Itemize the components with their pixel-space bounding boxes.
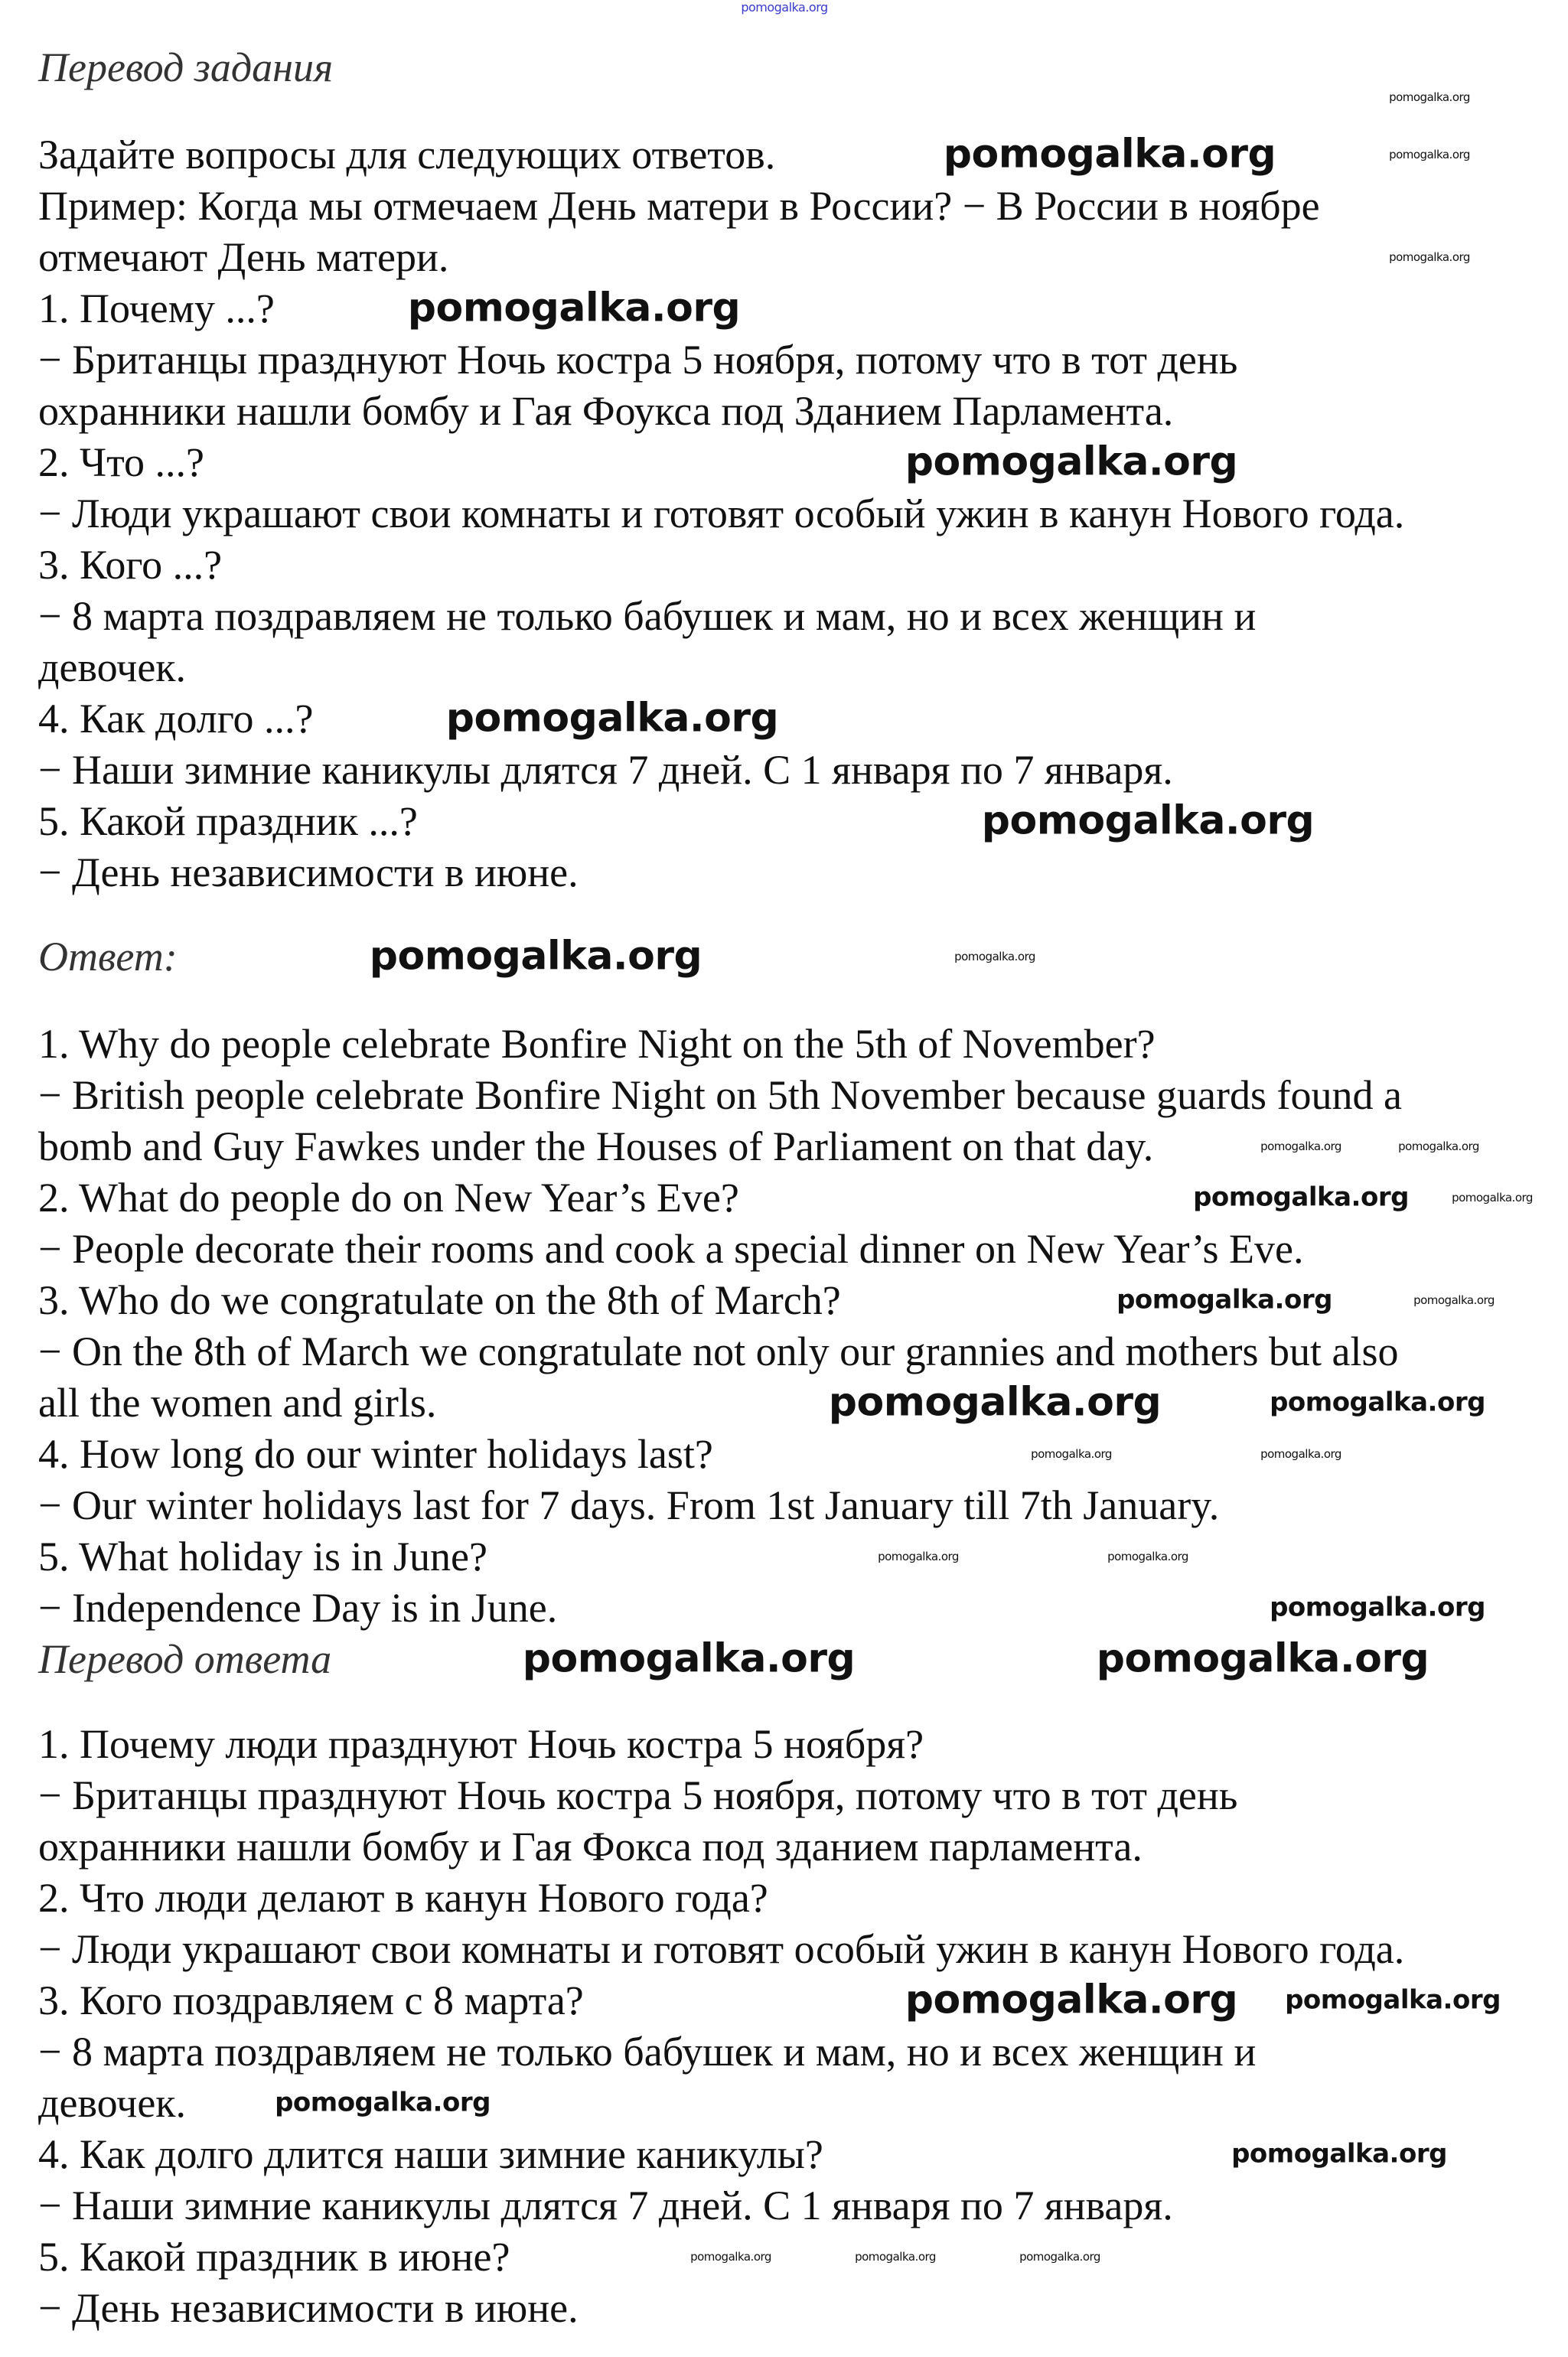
task-translation-line: − 8 марта поздравляем не только бабушек и мам, но и всех женщин и xyxy=(38,593,1257,639)
watermark: pomogalka.org xyxy=(1270,1387,1485,1418)
watermark: pomogalka.org xyxy=(943,131,1276,178)
watermark: pomogalka.org xyxy=(1231,2138,1447,2170)
watermark: pomogalka.org xyxy=(1031,1446,1112,1461)
task-translation-heading: Перевод задания xyxy=(38,44,334,90)
task-translation-line: − Люди украшают свои комнаты и готовят особый ужин в канун Нового года. xyxy=(38,491,1405,536)
task-translation-line: 3. Кого ...? xyxy=(38,542,223,588)
watermark: pomogalka.org xyxy=(1260,1446,1341,1461)
watermark: pomogalka.org xyxy=(1389,249,1470,264)
answer-line: all the women and girls. xyxy=(38,1380,437,1426)
answer-line: 4. How long do our winter holidays last? xyxy=(38,1431,713,1477)
answer-translation-line: 1. Почему люди празднуют Ночь костра 5 ноября? xyxy=(38,1721,924,1767)
watermark: pomogalka.org xyxy=(522,1635,856,1682)
watermark: pomogalka.org xyxy=(1107,1549,1188,1563)
answer-translation-heading: Перевод ответа xyxy=(38,1636,332,1682)
answer-translation-line: 4. Как долго длится наши зимние каникулы? xyxy=(38,2131,823,2177)
watermark: pomogalka.org xyxy=(1285,1984,1501,2016)
watermark: pomogalka.org xyxy=(855,2249,936,2264)
watermark: pomogalka.org xyxy=(1398,1139,1479,1153)
watermark: pomogalka.org xyxy=(275,2087,491,2118)
watermark: pomogalka.org xyxy=(1389,90,1470,104)
task-translation-line: − Наши зимние каникулы длятся 7 дней. С 1 января по 7 января. xyxy=(38,747,1173,793)
answer-line: 5. What holiday is in June? xyxy=(38,1534,487,1579)
task-translation-line: охранники нашли бомбу и Гая Фоукса под Зданием Парламента. xyxy=(38,388,1174,434)
answer-translation-line: − Люди украшают свои комнаты и готовят особый ужин в канун Нового года. xyxy=(38,1926,1405,1972)
watermark: pomogalka.org xyxy=(1096,1635,1429,1682)
answer-line: − Our winter holidays last for 7 days. From 1st January till 7th January. xyxy=(38,1482,1220,1528)
task-translation-line: Задайте вопросы для следующих ответов. xyxy=(38,132,776,178)
watermark: pomogalka.org xyxy=(690,2249,771,2264)
answer-line: − On the 8th of March we congratulate not only our grannies and mothers but also xyxy=(38,1328,1399,1374)
task-translation-line: 5. Какой праздник ...? xyxy=(38,798,418,844)
answer-line: 1. Why do people celebrate Bonfire Night on the 5th of November? xyxy=(38,1021,1156,1067)
task-translation-line: − Британцы празднуют Ночь костра 5 ноября, потому что в тот день xyxy=(38,337,1238,383)
task-translation-line: − День независимости в июне. xyxy=(38,849,579,895)
answer-translation-line: − Британцы празднуют Ночь костра 5 ноября, потому что в тот день xyxy=(38,1772,1238,1818)
watermark: pomogalka.org xyxy=(828,1379,1162,1426)
answer-line: 2. What do people do on New Year’s Eve? xyxy=(38,1175,739,1221)
answer-line: − Independence Day is in June. xyxy=(38,1585,558,1631)
answer-translation-line: девочек. xyxy=(38,2080,187,2126)
answer-translation-line: охранники нашли бомбу и Гая Фокса под зданием парламента. xyxy=(38,1824,1143,1870)
watermark: pomogalka.org xyxy=(1260,1139,1341,1153)
watermark: pomogalka.org xyxy=(407,285,741,331)
watermark: pomogalka.org xyxy=(905,1977,1238,2023)
watermark: pomogalka.org xyxy=(1389,147,1470,161)
watermark: pomogalka.org xyxy=(445,695,779,742)
answer-line: 3. Who do we congratulate on the 8th of March? xyxy=(38,1277,841,1323)
answer-translation-line: 3. Кого поздравляем с 8 марта? xyxy=(38,1977,584,2023)
watermark: pomogalka.org xyxy=(878,1549,959,1563)
answer-translation-line: − День независимости в июне. xyxy=(38,2285,579,2331)
answer-translation-line: 5. Какой праздник в июне? xyxy=(38,2234,510,2280)
watermark: pomogalka.org xyxy=(954,949,1035,963)
answer-translation-line: − 8 марта поздравляем не только бабушек и мам, но и всех женщин и xyxy=(38,2029,1257,2075)
watermark: pomogalka.org xyxy=(1270,1592,1485,1623)
watermark: pomogalka.org xyxy=(1413,1293,1495,1307)
task-translation-line: девочек. xyxy=(38,644,187,690)
watermark: pomogalka.org xyxy=(1117,1284,1332,1315)
watermark: pomogalka.org xyxy=(369,933,703,980)
task-translation-line: 2. Что ...? xyxy=(38,439,204,485)
watermark: pomogalka.org xyxy=(1193,1182,1409,1213)
answer-translation-line: − Наши зимние каникулы длятся 7 дней. С 1 января по 7 января. xyxy=(38,2183,1173,2228)
watermark: pomogalka.org xyxy=(981,797,1315,844)
task-translation-line: 4. Как долго ...? xyxy=(38,696,314,742)
answer-translation-line: 2. Что люди делают в канун Нового года? xyxy=(38,1875,768,1921)
watermark: pomogalka.org xyxy=(1019,2249,1100,2264)
watermark: pomogalka.org xyxy=(905,438,1238,485)
answer-line: − British people celebrate Bonfire Night on 5th November because guards found a xyxy=(38,1072,1402,1118)
watermark: pomogalka.org xyxy=(1452,1190,1533,1205)
task-translation-line: отмечают День матери. xyxy=(38,234,449,280)
answer-line: − People decorate their rooms and cook a special dinner on New Year’s Eve. xyxy=(38,1226,1304,1272)
task-translation-line: Пример: Когда мы отмечаем День матери в России? − В России в ноябре xyxy=(38,183,1320,229)
task-translation-line: 1. Почему ...? xyxy=(38,285,275,331)
answer-heading: Ответ: xyxy=(38,934,178,980)
answer-line: bomb and Guy Fawkes under the Houses of Parliament on that day. xyxy=(38,1123,1154,1169)
watermark: pomogalka.org xyxy=(741,0,828,15)
